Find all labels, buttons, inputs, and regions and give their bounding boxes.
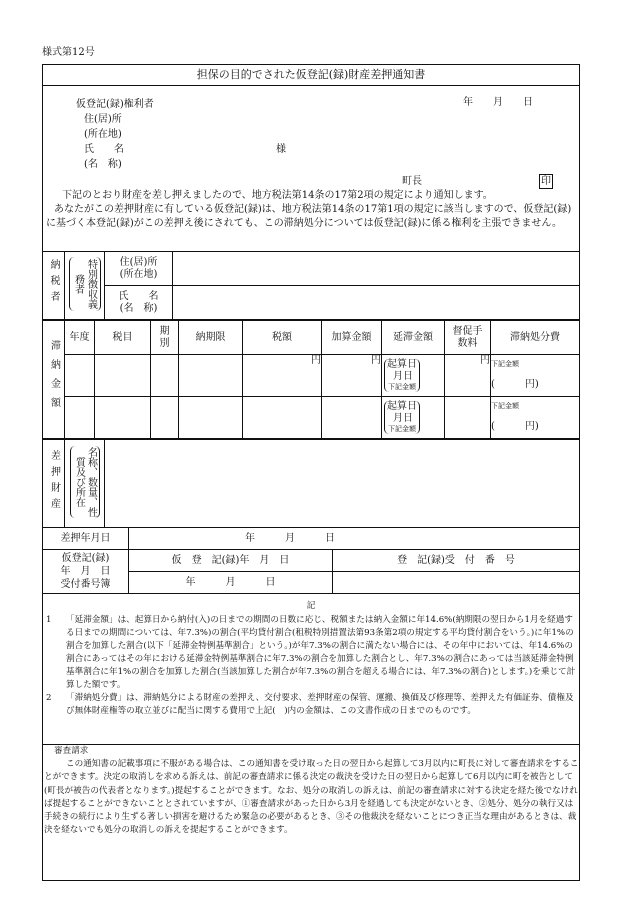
arrears-section-text: 滞納金額 xyxy=(48,339,60,416)
row1-fee xyxy=(445,355,491,397)
address-label: 住(居)所 xyxy=(119,256,158,268)
notes-section xyxy=(46,600,576,718)
taxpayer-bracket xyxy=(69,257,101,311)
row2-period xyxy=(151,397,179,439)
row2-fee xyxy=(445,397,491,439)
registration-label-1: 仮登記(録) xyxy=(61,553,110,564)
registration-col1-header: 仮 登 記(録)年 月 日 xyxy=(129,550,333,572)
row2-tax-item xyxy=(95,397,151,439)
header-year: 年度 xyxy=(65,321,95,355)
note-text-1: 「延滞金額」は、起算日から納付(入)の日までの期間の日数に応じ、税額または納入金額に年14.6%(納期限の翌日から1月を経過する日までの期間については、年7.3%)の割合(平均貸付割合(租税特別措置法第93条第2項の規定する平均貸付割合をいう。)に年1%の割合を加算した割合(以下「延滞金特例基準割合」という。)が年7.3%の割合に満たない場合には、その年中においては、年14.6%の割合にあってはその年における延滞金特例基準割合に年7.3%の割合を加算した割合とし、年7.3%の割合にあっては当該延滞金特例基準割合に年1%の割合を加算した割合(当該加算した割合が年7.3%の割合を超える場合には、年7.3%の割合)とします。)を乗じて計算した額です。 xyxy=(66,615,576,690)
note-num-1: 1 xyxy=(46,615,52,625)
registration-col2-header: 登 記(録)受 付 番 号 xyxy=(333,550,580,572)
addressee-line4: 氏 名 xyxy=(84,144,124,155)
taxpayer-section-text: 納税者 xyxy=(48,258,59,307)
addressee-line2: 住(居)所 xyxy=(84,114,122,125)
paren-yen: ( 円) xyxy=(491,421,539,432)
notes-heading: 記 xyxy=(306,601,316,611)
arrears-table xyxy=(42,320,580,439)
seizure-date-label: 差押年月日 xyxy=(43,528,129,550)
header-fee: 督促手数料 xyxy=(445,321,491,355)
arrears-section-label xyxy=(43,321,65,439)
issuer-title: 町長 xyxy=(402,176,422,187)
note-text-2: 「滞納処分費」は、滞納処分による財産の差押え、交付要求、差押財産の保管、運搬、換価及び修理等、差押えた有価証券、債権及び無体財産権等の取立並びに配当に関する費用で上記( )内の金額は、この文書作成の日までのものです。 xyxy=(66,693,574,716)
header-tax-amount: 税額 xyxy=(243,321,322,355)
address-label-cell xyxy=(105,252,173,286)
name-label: 氏 名 xyxy=(118,290,159,302)
addressee-line5: (名 称) xyxy=(84,159,122,170)
taxpayer-section-label xyxy=(43,252,65,320)
form-number: 様式第12号 xyxy=(42,47,95,58)
delinquency-bracket xyxy=(384,359,420,392)
row1-additional xyxy=(322,355,382,397)
seized-section-text: 差押財産 xyxy=(48,449,60,514)
header-disposal-cost: 滞納処分費 xyxy=(491,321,580,355)
row1-disposal-cost xyxy=(491,355,580,397)
seal-mark: 印 xyxy=(541,176,551,187)
address-value xyxy=(173,252,580,286)
start-date-label: 起算日 xyxy=(387,400,417,412)
row1-tax-amount xyxy=(243,355,322,397)
as-below-label: 下記金額 xyxy=(388,424,416,433)
start-date-label: 起算日 xyxy=(387,358,417,370)
row1-delinquency xyxy=(382,355,445,397)
issue-date: 年 月 日 xyxy=(463,97,533,108)
seized-bracket-cell xyxy=(65,440,105,528)
addressee-line1: 仮登記(録)権利者 xyxy=(76,99,154,110)
registration-label-3: 受付番号簿 xyxy=(60,579,111,590)
row1-year xyxy=(65,355,95,397)
delinquency-bracket xyxy=(384,401,420,434)
row2-year xyxy=(65,397,95,439)
addressee-sama: 様 xyxy=(276,144,286,155)
yen-unit: 円 xyxy=(480,355,490,366)
body-text xyxy=(46,189,576,231)
registration-table xyxy=(42,527,580,594)
name-label-cell xyxy=(105,286,173,320)
bracket-text-1: 特別徴収 xyxy=(85,258,97,299)
registration-date: 年 月 日 xyxy=(129,572,333,594)
registration-label-cell xyxy=(43,550,129,594)
registration-number xyxy=(333,572,580,594)
registration-label-2: 年 月 日 xyxy=(60,566,111,577)
month-day-label: 月日 xyxy=(393,412,413,424)
seal-box-wrap xyxy=(539,174,553,189)
name-sub: (名 称) xyxy=(119,302,158,314)
month-day-label: 月日 xyxy=(393,370,413,382)
document-title: 担保の目的でされた仮登記(録)財産差押通知書 xyxy=(42,64,580,86)
taxpayer-bracket-cell xyxy=(65,252,105,320)
seized-bracket: 名称、数量、性質及び所在 xyxy=(70,446,100,518)
body-paragraph-1: 下記のとおり財産を差し押えましたので、地方税法第14条の17第2項の規定により通知します。 xyxy=(62,190,493,201)
note-num-2: 2 xyxy=(46,693,52,703)
header-additional: 加算金額 xyxy=(322,321,382,355)
review-heading: 審査請求 xyxy=(54,746,89,756)
body-paragraph-2: あなたがこの差押財産に有している仮登記(録)は、地方税法第14条の17第1項の規定に該当しますので、仮登記(録)に基づく本登記(録)がこの差押え後にされても、この滞納処分については仮登記(録)に係る権利を主張できません。 xyxy=(46,204,572,229)
header-period: 期別 xyxy=(151,321,179,355)
row2-tax-amount xyxy=(243,397,322,439)
address-sub: (所在地) xyxy=(119,268,158,280)
seized-table xyxy=(42,439,580,528)
seized-section-label xyxy=(43,440,65,528)
row2-disposal-cost xyxy=(491,397,580,439)
as-below-label: 下記金額 xyxy=(491,360,519,368)
seizure-date-value: 年 月 日 xyxy=(129,528,580,550)
row2-delinquency xyxy=(382,397,445,439)
row2-additional xyxy=(322,397,382,439)
as-below-label: 下記金額 xyxy=(491,402,519,410)
header-tax-item: 税目 xyxy=(95,321,151,355)
header-delinquency: 延滞金額 xyxy=(382,321,445,355)
header-due-date: 納期限 xyxy=(179,321,243,355)
yen-unit: 円 xyxy=(311,355,321,366)
seized-value xyxy=(105,440,580,528)
addressee-line3: (所在地) xyxy=(84,129,122,140)
row1-tax-item xyxy=(95,355,151,397)
yen-unit: 円 xyxy=(371,355,381,366)
as-below-label: 下記金額 xyxy=(388,382,416,391)
note-item-2 xyxy=(46,692,576,718)
note-item-1 xyxy=(46,614,576,692)
row2-due-date xyxy=(179,397,243,439)
row1-due-date xyxy=(179,355,243,397)
review-text: この通知書の記載事項に不服がある場合は、この通知書を受け取った日の翌日から起算して3月以内に町長に対して審査請求をすることができます。決定の取消しを求める訴えは、前記の審査請求に係る決定の裁決を受けた日の翌日から起算して6月以内に町を被告として(町長が被告の代表者となります。)提起することができます。なお、処分の取消しの訴えは、前記の審査請求に対する決定を経た後でなければ提起することができないこととされていますが、①審査請求があった日から3月を経過しても決定がないとき、②処分、処分の執行又は手続きの続行により生ずる著しい損害を避けるため緊急の必要があるとき、③その他裁決を経ないことにつき正当な理由があるときは、裁決を経ないでも処分の取消しの訴えを提起することができます。 xyxy=(44,759,579,836)
bracket-text-2: 義務者 xyxy=(72,273,97,309)
row1-period xyxy=(151,355,179,397)
review-section xyxy=(44,745,580,837)
taxpayer-table xyxy=(42,251,580,320)
paren-yen: ( 円) xyxy=(491,379,539,390)
name-value xyxy=(173,286,580,320)
